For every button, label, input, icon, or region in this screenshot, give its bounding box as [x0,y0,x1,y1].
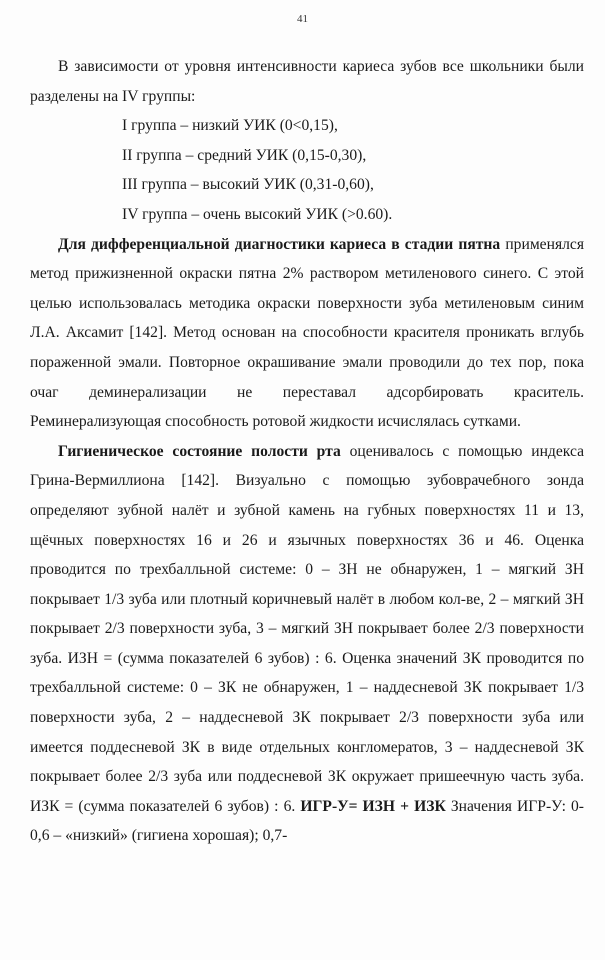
group-item-4: IV группа – очень высокий УИК (>0.60). [122,205,393,223]
ohi-formula: ИГР-У= ИЗН + ИЗК [300,797,446,815]
group-item-2: II группа – средний УИК (0,15-0,30), [122,146,367,164]
page-body [30,52,584,851]
hygiene-text: оценивалось с помощью индекса Грина-Вермиллиона [142]. Визуально с помощью зубоврачебного зонда определяют зубной налёт и зубной камень на губных поверхностях 11 и 13, щёчных поверхностях 16 и 26 и язычных поверхностях 36 и 46. Оценка проводится по трехбалльной системе: 0 – ЗН не обнаружен, 1 – мягкий ЗН покрывает 1/3 зуба или плотный коричневый налёт в любом кол-ве, 2 – мягкий ЗН покрывает 2/3 поверхности зуба, 3 – мягкий ЗН покрывает более 2/3 поверхности зуба. ИЗН = (сумма показателей 6 зубов) : 6. Оценка значений ЗК проводится по трехбалльной системе: 0 – ЗК не обнаружен, 1 – наддесневой ЗК покрывает 1/3 поверхности зуба, 2 – наддесневой ЗК покрывает 2/3 поверхности зуба или имеется поддесневой ЗК в виде отдельных конгломератов, 3 – наддесневой ЗК покрывает более 2/3 зуба или поддесневой ЗК окружает пришеечную часть зуба. ИЗК = (сумма показателей 6 зубов) : 6. [30,442,584,815]
hygiene-paragraph [30,437,584,851]
diagnostics-heading: Для дифференциальной диагностики кариеса в стадии пятна [58,235,501,253]
hygiene-heading: Гигиеническое состояние полости рта [58,442,341,460]
diagnostics-text: применялся метод прижизненной окраски пятна 2% раствором метиленового синего. С этой целью использовалась методика окраски поверхности зуба метиленовым синим Л.А. Аксамит [142]. Метод основан на способности красителя проникать вглубь пораженной эмали. Повторное окрашивание эмали проводили до тех пор, пока очаг деминерализации не переставал адсорбировать краситель. Реминерализующая способность ротовой жидкости исчислялась сутками. [30,235,585,431]
diagnostics-paragraph [30,230,584,437]
group-item-1: I группа – низкий УИК (0<0,15), [122,117,338,135]
intro-paragraph: В зависимости от уровня интенсивности кариеса зубов все школьники были разделены на IV группы: [30,58,584,105]
page-number: 41 [297,13,308,25]
ohi-values-text: Значения ИГР-У: 0-0,6 – «низкий» (гигиена хорошая); 0,7- [30,797,584,845]
group-item-3: III группа – высокий УИК (0,31-0,60), [122,176,374,194]
